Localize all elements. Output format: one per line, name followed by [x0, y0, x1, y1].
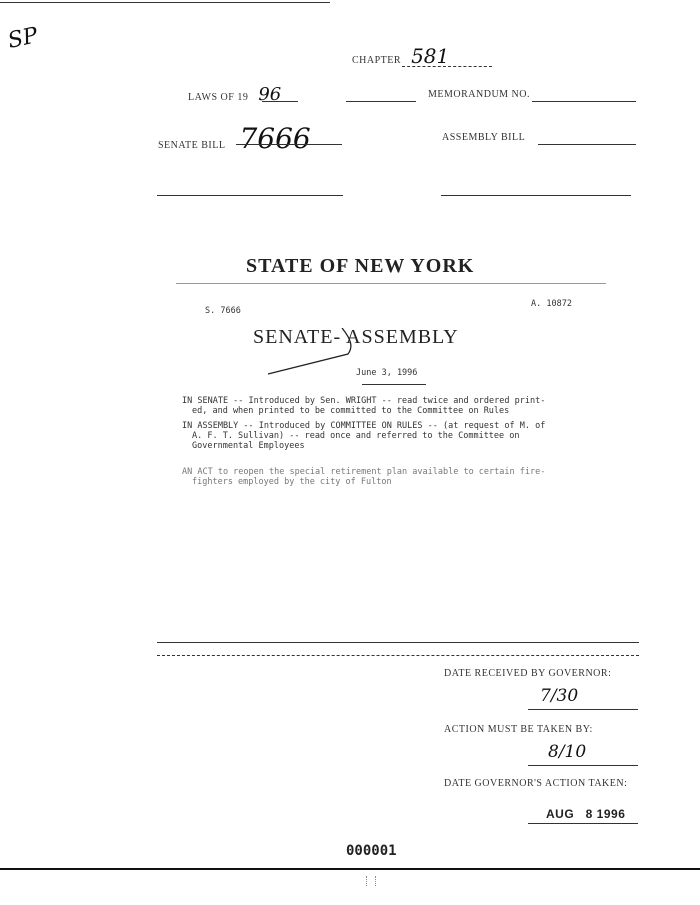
memorandum-underline: [532, 101, 636, 102]
assembly-introduction: [182, 421, 545, 451]
chamber-dash: -: [333, 326, 342, 348]
chamber-senate: SENATE: [253, 326, 334, 348]
action-taken-underline: [528, 823, 638, 824]
senate-intro-line-1: IN SENATE -- Introduced by Sen. WRIGHT -- read twice and ordered print-: [182, 396, 546, 406]
senate-bill-label: SENATE BILL: [158, 140, 226, 151]
senate-introduction: [182, 396, 545, 416]
laws-label: LAWS OF 19: [188, 92, 249, 103]
chapter-field: [352, 44, 449, 68]
assembly-intro-line-2: A. F. T. Sullivan) -- read once and referred to the Committee on: [192, 431, 520, 441]
act-line-2: fighters employed by the city of Fulton: [192, 477, 392, 487]
action-deadline-value: 8/10: [548, 742, 587, 762]
blank-line-1: [346, 101, 416, 102]
senate-bill-underline: [236, 144, 342, 145]
senate-bill-value: 7666: [239, 122, 311, 155]
chamber-assembly: ASSEMBLY: [346, 326, 459, 348]
assembly-bill-label: ASSEMBLY BILL: [442, 132, 526, 143]
senate-intro-line-2: ed, and when printed to be committed to the Committee on Rules: [192, 406, 510, 416]
action-deadline-label: ACTION MUST BE TAKEN BY:: [444, 724, 593, 735]
assembly-intro-line-1: IN ASSEMBLY -- Introduced by COMMITTEE ON RULES -- (at request of M. of: [182, 421, 546, 431]
lower-rule-1: [157, 642, 639, 643]
date-received-underline: [528, 709, 638, 710]
act-line-1: AN ACT to reopen the special retirement plan available to certain fire-: [182, 467, 546, 477]
date-received-value: 7/30: [540, 686, 579, 706]
chapter-value: 581: [411, 44, 450, 68]
page-number: 000001: [346, 843, 397, 859]
bottom-scan-mark: [366, 876, 376, 886]
act-title: [182, 467, 545, 487]
action-taken-label: DATE GOVERNOR'S ACTION TAKEN:: [444, 778, 628, 789]
action-deadline-underline: [528, 765, 638, 766]
date-underline: [362, 384, 426, 385]
senate-bill-number: S. 7666: [205, 306, 241, 316]
date-received-label: DATE RECEIVED BY GOVERNOR:: [444, 668, 612, 679]
chapter-underline: [402, 66, 492, 67]
corner-handwritten-mark: SP: [5, 23, 41, 54]
assembly-intro-line-3: Governmental Employees: [192, 441, 305, 451]
top-rule: [0, 2, 330, 3]
assembly-bill-number: A. 10872: [531, 299, 572, 309]
assembly-bill-underline: [538, 144, 636, 145]
bill-date: June 3, 1996: [356, 368, 418, 378]
state-heading: STATE OF NEW YORK: [246, 255, 475, 277]
handwritten-strike-stroke: [250, 328, 370, 378]
memorandum-label: MEMORANDUM NO.: [428, 89, 531, 100]
state-heading-rule: [176, 283, 606, 284]
blank-line-right: [441, 195, 631, 196]
chapter-label: CHAPTER: [352, 55, 402, 66]
laws-underline: [262, 101, 298, 102]
bottom-rule: [0, 868, 700, 870]
lower-rule-2: [157, 655, 639, 656]
blank-line-left: [157, 195, 343, 196]
action-taken-stamp: AUG 8 1996: [546, 807, 626, 821]
laws-value: 96: [258, 84, 282, 105]
senate-bill-field: [158, 122, 311, 155]
